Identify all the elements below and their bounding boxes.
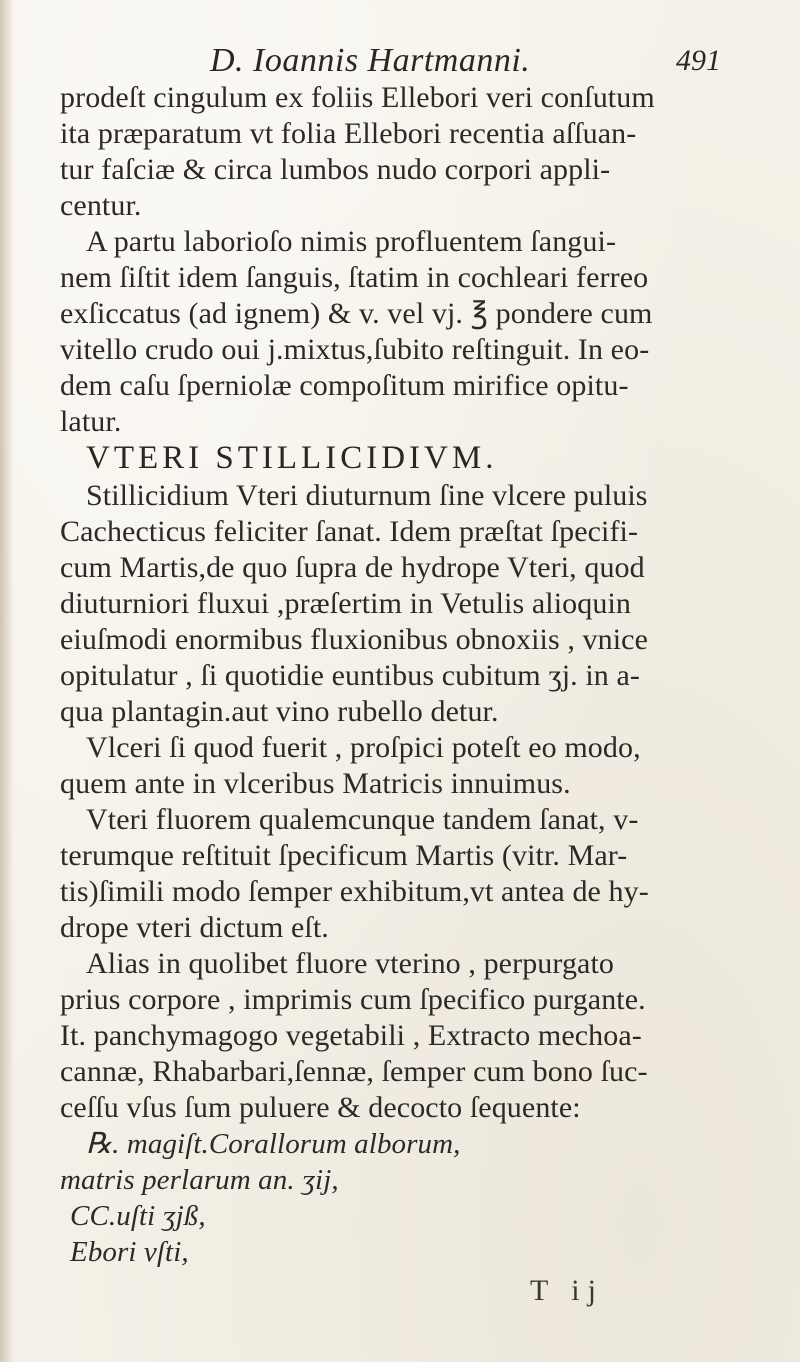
text-line: terumque reſtituit ſpecificum Martis (vitr. Mar- [60,839,628,872]
running-head: D. Ioannis Hartmanni. [210,42,531,79]
text-line: A partu laborioſo nimis profluentem ſangui- [86,225,617,258]
signature-mark: T ij [530,1274,604,1307]
text-line: Stillicidium Vteri diuturnum ſine vlcere puluis [86,479,648,512]
text-line: tis)ſimili modo ſemper exhibitum,vt antea de hy- [60,875,649,908]
text-line: dem caſu ſperniolæ compoſitum mirifice opitu- [60,369,629,402]
text-line: exſiccatus (ad ignem) & v. vel vj. ℥ pondere cum [60,297,653,330]
text-line: cum Martis,de quo ſupra de hydrope Vteri, quod [60,551,645,584]
text-line: prodeſt cingulum ex foliis Ellebori veri conſutum [60,81,655,114]
text-line: Vlceri ſi quod fuerit , proſpici poteſt eo modo, [86,731,641,764]
recipe-line: ℞. magiſt.Corallorum alborum, [86,1128,461,1160]
text-line: diuturniori fluxui ,præſertim in Vetulis alioquin [60,587,631,620]
text-line: eiuſmodi enormibus fluxionibus obnoxiis , vnice [60,623,648,656]
text-line: nem ſiſtit idem ſanguis, ſtatim in cochleari ferreo [60,261,649,294]
text-line: vitello crudo oui j.mixtus,ſubito reſtinguit. In eo- [60,333,650,366]
text-line: ceſſu vſus ſum puluere & decocto ſequente: [60,1091,581,1124]
section-heading: VTERI STILLICIDIVM. [86,440,498,476]
text-line: It. panchymagogo vegetabili , Extracto mechoa- [60,1019,642,1052]
text-line: quem ante in vlceribus Matricis innuimus. [60,767,571,800]
text-line: opitulatur , ſi quotidie euntibus cubitum ʒj. in a- [60,659,641,692]
recipe-line: matris perlarum an. ʒij, [60,1164,339,1196]
page-number: 491 [676,44,721,77]
text-line: qua plantagin.aut vino rubello detur. [60,695,499,728]
text-line: cannæ, Rhabarbari,ſennæ, ſemper cum bono ſuc- [60,1055,648,1088]
text-line: drope vteri dictum eſt. [60,911,329,944]
text-line: centur. [60,189,142,222]
text-line: ita præparatum vt folia Ellebori recentia aſſuan- [60,117,637,150]
recipe-line: CC.uſti ʒjß, [70,1200,206,1232]
text-line: Vteri fluorem qualemcunque tandem ſanat, v- [86,803,639,836]
text-line: Alias in quolibet fluore vterino , perpurgato [86,947,614,980]
text-line: Cachecticus feliciter ſanat. Idem præſtat ſpecifi- [60,515,639,548]
recipe-line: Ebori vſti, [70,1236,189,1268]
binding-edge [0,0,14,1362]
text-line: tur faſciæ & circa lumbos nudo corpori appli- [60,153,611,186]
text-line: latur. [60,405,122,438]
text-line: prius corpore , imprimis cum ſpecifico purgante. [60,983,646,1016]
